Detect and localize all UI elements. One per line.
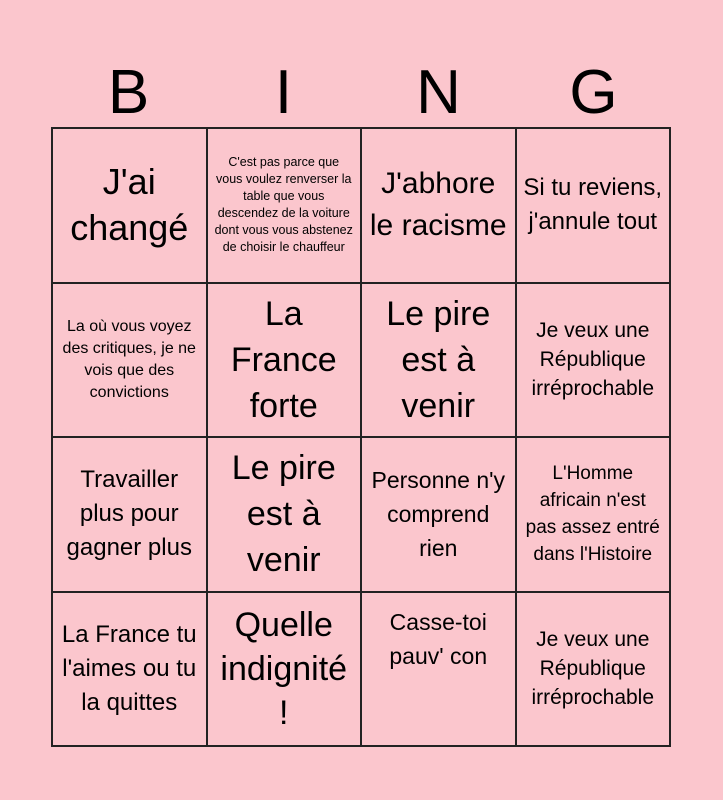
bingo-cell[interactable] [207,128,362,283]
bingo-cell[interactable] [516,128,671,283]
bingo-cell-text: Personne n'y comprend rien [371,467,506,562]
bingo-grid [51,127,671,747]
header-letter-b: B [107,58,150,127]
bingo-cell-text: La France forte [230,294,337,425]
bingo-cell-text: Le pire est à venir [386,294,491,425]
bingo-cell-text: Le pire est à venir [231,449,336,580]
bingo-cell[interactable] [207,283,362,438]
bingo-cell-text: J'abhore le racisme [369,167,507,243]
bingo-cell-text: Casse-toi pauv' con [389,608,488,669]
bingo-header [51,58,671,128]
bingo-cell[interactable] [516,592,671,747]
bingo-cell[interactable] [516,437,671,592]
header-letter-n: N [416,58,461,127]
bingo-cell-text: J'ai changé [70,161,189,249]
bingo-cell[interactable] [361,592,516,747]
bingo-cell-text: C'est pas parce que vous voulez renverser la table que vous descendez de la voiture dont vous vous abstenez de choisir le chauffeur [214,155,353,255]
header-letter-g: G [569,58,618,127]
bingo-cell-text: Je veux une République irréprochable [531,319,655,401]
bingo-cell[interactable] [52,128,207,283]
bingo-cell[interactable] [52,437,207,592]
bingo-cell-text: Si tu reviens, j'annule tout [523,174,663,236]
header-letter-i: I [274,58,293,127]
bingo-cell[interactable] [516,283,671,438]
bingo-cell-text: L'Homme africain n'est pas assez entré dans l'Histoire [525,463,660,566]
bingo-cell[interactable] [207,437,362,592]
bingo-cell[interactable] [361,437,516,592]
bingo-cell-text: La où vous voyez des critiques, je ne vois que des convictions [62,317,196,401]
bingo-cell[interactable] [207,592,362,747]
bingo-cell-text: Quelle indignité ! [220,605,348,732]
bingo-cell[interactable] [52,592,207,747]
bingo-cell[interactable] [361,128,516,283]
bingo-cell-text: Travailler plus pour gagner plus [66,466,192,562]
bingo-cell[interactable] [52,283,207,438]
bingo-cell[interactable] [361,283,516,438]
bingo-cell-text: Je veux une République irréprochable [531,628,655,710]
bingo-cell-text: La France tu l'aimes ou tu la quittes [61,620,197,716]
